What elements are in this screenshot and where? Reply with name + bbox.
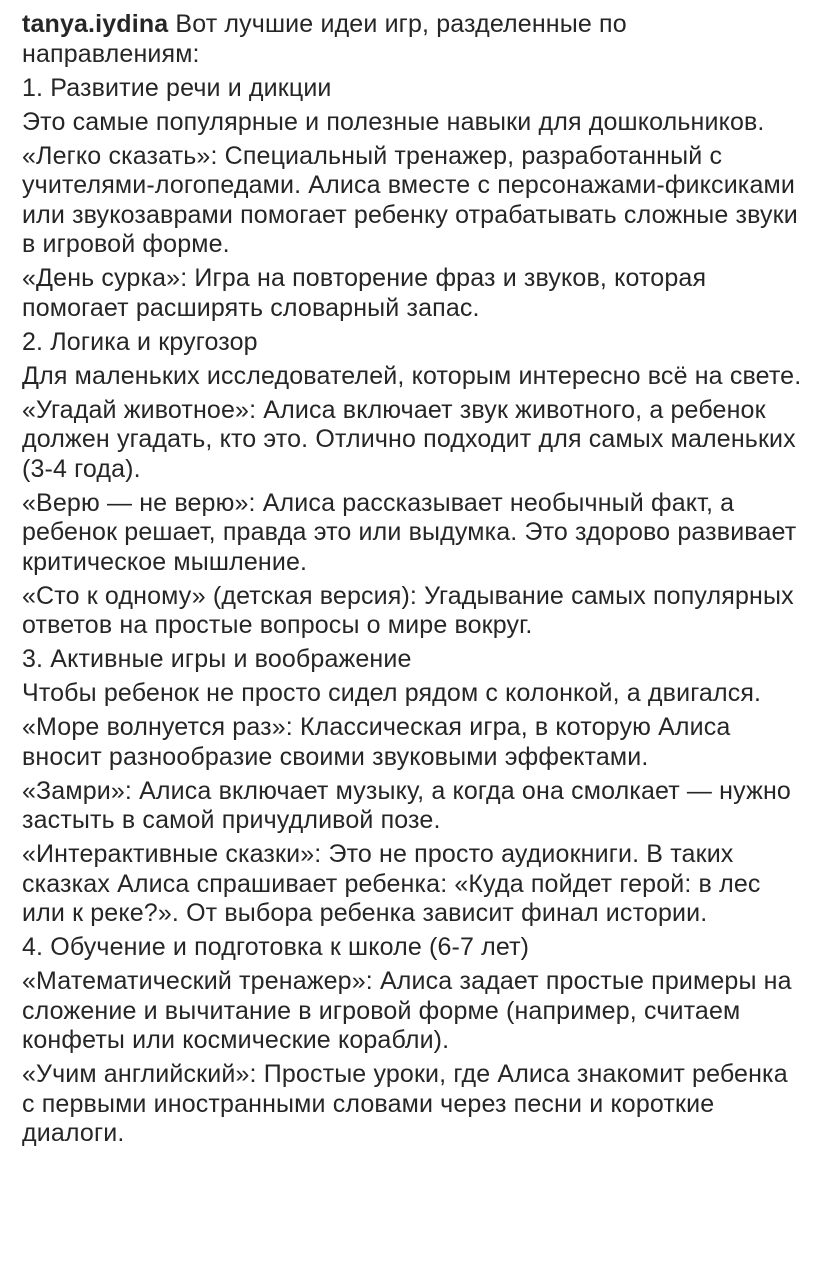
post-caption [22,10,807,1153]
game-item: «Угадай животное»: Алиса включает звук животного, а ребенок должен угадать, кто это. Отлично подходит для самых маленьких (3-4 года). [22,395,796,483]
caption-intro [22,10,807,69]
game-item: «День сурка»: Игра на повторение фраз и звуков, которая помогает расширять словарный запас. [22,264,707,322]
game-item: «Верю — не верю»: Алиса рассказывает необычный факт, а ребенок решает, правда это или выдумка. Это здорово развивает критическое мышление. [22,488,797,576]
intro-text: Вот лучшие идеи игр, разделенные по направлениям: [22,10,627,68]
section-description: Чтобы ребенок не просто сидел рядом с колонкой, а двигался. [22,679,762,707]
username-link[interactable]: tanya.iydina [22,10,169,38]
section-heading-logic: 2. Логика и кругозор [22,327,258,356]
game-item: «Легко сказать»: Специальный тренажер, разработанный с учителями-логопедами. Алиса вместе с персонажами-фиксиками или звукозаврами помогает ребенку отрабатывать сложные звуки в игровой форме. [22,141,798,258]
game-item: «Море волнуется раз»: Классическая игра, в которую Алиса вносит разнообразие своими звуковыми эффектами. [22,713,731,771]
section-description: Это самые популярные и полезные навыки для дошкольников. [22,107,765,136]
game-item: «Сто к одному» (детская версия): Угадывание самых популярных ответов на простые вопросы о мире вокруг. [22,581,794,639]
section-heading-active: 3. Активные игры и воображение [22,645,412,673]
section-heading-school: 4. Обучение и подготовка к школе (6-7 лет) [22,933,530,961]
game-item: «Учим английский»: Простые уроки, где Алиса знакомит ребенка с первыми иностранными словами через песни и короткие диалоги. [22,1060,788,1147]
game-item: «Интерактивные сказки»: Это не просто аудиокниги. В таких сказках Алиса спрашивает ребенка: «Куда пойдет герой: в лес или к реке?». От выбора ребенка зависит финал истории. [22,840,761,927]
section-description: Для маленьких исследователей, которым интересно всё на свете. [22,361,802,390]
game-item: «Математический тренажер»: Алиса задает простые примеры на сложение и вычитание в игровой форме (например, считаем конфеты или космические корабли). [22,967,792,1054]
game-item: «Замри»: Алиса включает музыку, а когда она смолкает — нужно застыть в самой причудливой позе. [22,776,791,834]
section-heading-speech: 1. Развитие речи и дикции [22,73,332,102]
